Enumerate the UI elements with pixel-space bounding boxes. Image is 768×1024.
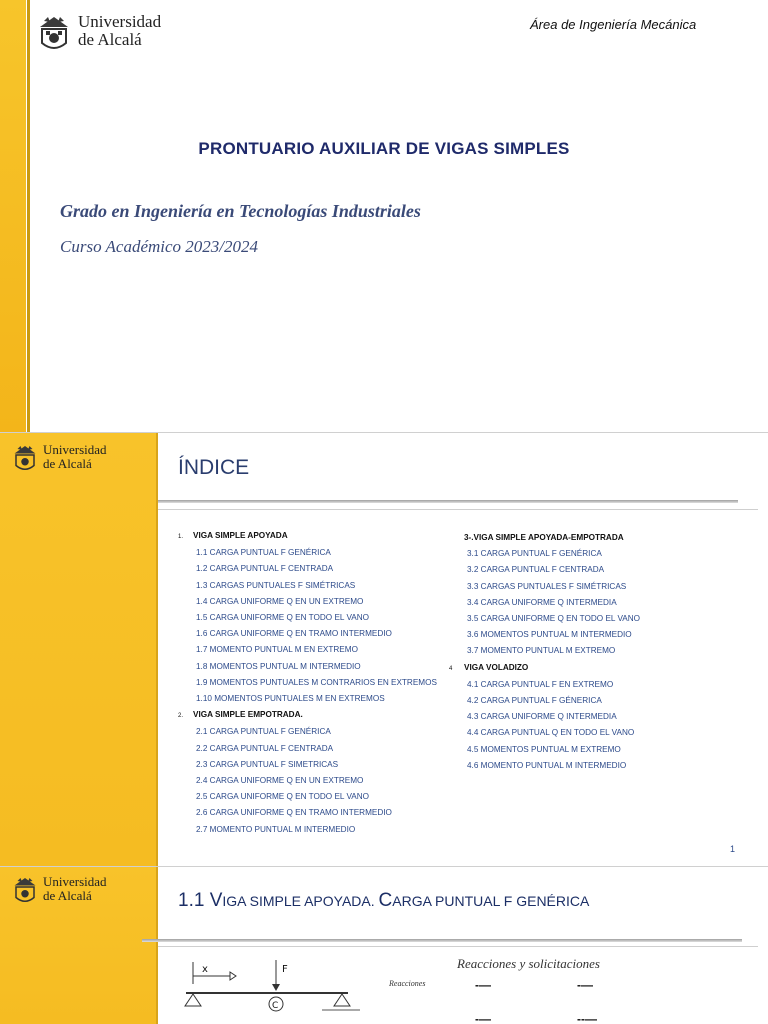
slide-separator: [0, 432, 768, 433]
index-entry-link[interactable]: 2.5 CARGA UNIFORME Q EN TODO EL VANO: [196, 792, 370, 802]
index-section-heading[interactable]: [449, 660, 640, 677]
index-slide: [0, 432, 768, 866]
index-entry-link[interactable]: 2.2 CARGA PUNTUAL F CENTRADA: [196, 743, 334, 753]
section-number: 4: [449, 665, 453, 672]
index-entry-link[interactable]: 2.4 CARGA UNIFORME Q EN UN EXTREMO: [196, 776, 364, 786]
section-label: 3-.VIGA SIMPLE APOYADA-EMPOTRADA: [464, 533, 624, 542]
moment-fraction-1: -—: [475, 1012, 491, 1024]
university-logo: [11, 875, 107, 905]
page-number: 1: [730, 844, 736, 854]
title-rest-2: ARGA PUNTUAL F GENÉRICA: [392, 893, 590, 909]
document-title: PRONTUARIO AUXILIAR DE VIGAS SIMPLES: [198, 139, 570, 158]
index-entry-link[interactable]: 1.3 CARGAS PUNTUALES F SIMÉTRICAS: [196, 580, 356, 590]
index-entry-link[interactable]: 3.5 CARGA UNIFORME Q EN TODO EL VANO: [467, 614, 641, 624]
logo-line-1: Universidad: [43, 442, 107, 457]
logo-line-2: de Alcalá: [43, 455, 92, 471]
index-entry-link[interactable]: 1.7 MOMENTO PUNTUAL M EN EXTREMO: [196, 645, 358, 655]
index-entry-link[interactable]: 3.7 MOMENTO PUNTUAL M EXTREMO: [467, 646, 616, 656]
x-label: x: [202, 964, 208, 975]
cover-slide: [0, 0, 768, 432]
index-right-column: [449, 530, 640, 774]
index-entry-link[interactable]: 1.2 CARGA PUNTUAL F CENTRADA: [196, 564, 334, 574]
gold-side-bar-edge: [27, 0, 30, 432]
index-entry-link[interactable]: 3.3 CARGAS PUNTUALES F SIMÉTRICAS: [467, 581, 627, 591]
university-crest-icon: [11, 443, 39, 473]
title-rule-thin: [158, 946, 758, 947]
title-rest-1: IGA SIMPLE APOYADA.: [222, 893, 379, 909]
logo-line-2: de Alcalá: [43, 887, 92, 903]
section-number: 1.1: [178, 890, 210, 911]
index-entry-link[interactable]: 1.5 CARGA UNIFORME Q EN TODO EL VANO: [196, 613, 370, 623]
reaction-fraction-1: -—: [475, 978, 491, 992]
index-entry-link[interactable]: 2.7 MOMENTO PUNTUAL M INTERMEDIO: [196, 824, 356, 834]
reactions-label: Reacciones: [389, 979, 426, 988]
index-section-heading[interactable]: [449, 530, 640, 546]
university-crest-icon: [36, 13, 72, 53]
logo-line-1: Universidad: [78, 12, 162, 31]
force-arrow-head-icon: [272, 984, 280, 991]
university-crest-icon: [11, 875, 39, 905]
title-rule: [142, 939, 742, 942]
degree-name: Grado en Ingeniería en Tecnologías Industriales: [60, 201, 421, 221]
index-entry-link[interactable]: 1.1 CARGA PUNTUAL F GENÉRICA: [196, 548, 331, 558]
gold-side-bar: [0, 0, 26, 432]
index-entry-link[interactable]: 3.1 CARGA PUNTUAL F GENÉRICA: [467, 549, 602, 559]
index-entry-link[interactable]: 4.1 CARGA PUNTUAL F EN EXTREMO: [467, 679, 614, 689]
index-entry-link[interactable]: 4.4 CARGA PUNTUAL Q EN TODO EL VANO: [467, 728, 635, 738]
force-label: F: [282, 964, 288, 975]
section-label: VIGA SIMPLE APOYADA: [193, 531, 288, 540]
logo-line-2: de Alcalá: [78, 29, 142, 49]
index-entry-link[interactable]: 3.4 CARGA UNIFORME Q INTERMEDIA: [467, 597, 617, 607]
gold-side-panel: [0, 432, 156, 866]
department-label: Área de Ingeniería Mecánica: [530, 17, 697, 32]
reaction-fraction-2: -—: [577, 978, 593, 992]
index-entry-link[interactable]: 4.6 MOMENTO PUNTUAL M INTERMEDIO: [467, 760, 627, 770]
beam-diagram: [172, 958, 362, 1024]
index-entry-link[interactable]: 2.6 CARGA UNIFORME Q EN TRAMO INTERMEDIO: [196, 808, 392, 818]
index-entry-link[interactable]: 1.8 MOMENTOS PUNTUAL M INTERMEDIO: [196, 661, 361, 671]
title-cap-1: V: [209, 890, 223, 911]
index-entry-link[interactable]: 1.4 CARGA UNIFORME Q EN UN EXTREMO: [196, 596, 364, 606]
index-heading: ÍNDICE: [178, 456, 250, 479]
index-section-heading[interactable]: [178, 707, 437, 724]
index-entry-link[interactable]: 3.6 MOMENTOS PUNTUAL M INTERMEDIO: [467, 630, 632, 640]
left-support-icon: [185, 994, 201, 1006]
section-number: 1.: [178, 534, 184, 540]
index-left-column: [178, 528, 437, 838]
gold-side-panel-edge: [156, 432, 158, 866]
index-entry-link[interactable]: 2.1 CARGA PUNTUAL F GENÉRICA: [196, 727, 331, 737]
university-logo: [36, 13, 161, 53]
slide-separator: [0, 866, 768, 867]
section-number: 2.: [178, 713, 184, 720]
section-title: [178, 890, 589, 912]
index-entry-link[interactable]: 1.10 MOMENTOS PUNTUALES M EN EXTREMOS: [196, 694, 385, 704]
index-entry-link[interactable]: 4.2 CARGA PUNTUAL F GÉNERICA: [467, 696, 602, 706]
index-entry-link[interactable]: 4.5 MOMENTOS PUNTUAL M EXTREMO: [467, 744, 621, 754]
section-label: VIGA SIMPLE EMPOTRADA.: [193, 710, 303, 720]
index-entry-link[interactable]: 4.3 CARGA UNIFORME Q INTERMEDIA: [467, 712, 617, 722]
heading-rule: [158, 500, 738, 503]
index-entry-link[interactable]: 3.2 CARGA PUNTUAL F CENTRADA: [467, 565, 605, 575]
moment-fraction-2: --—: [577, 1012, 597, 1024]
reactions-heading: Reacciones y solicitaciones: [457, 956, 600, 971]
index-entry-link[interactable]: 1.6 CARGA UNIFORME Q EN TRAMO INTERMEDIO: [196, 629, 392, 639]
right-support-icon: [334, 994, 350, 1006]
academic-year: Curso Académico 2023/2024: [60, 237, 259, 256]
section-slide: [0, 866, 768, 1024]
index-section-heading[interactable]: [178, 528, 437, 545]
x-arrow-head-icon: [230, 972, 236, 980]
university-logo: [11, 443, 107, 473]
gold-side-panel-edge: [156, 866, 158, 1024]
point-c-label: C: [272, 1001, 279, 1011]
heading-rule-thin: [158, 509, 758, 510]
title-cap-2: C: [378, 890, 393, 911]
index-entry-link[interactable]: 2.3 CARGA PUNTUAL F SIMETRICAS: [196, 759, 339, 769]
section-label: VIGA VOLADIZO: [464, 662, 529, 672]
index-entry-link[interactable]: 1.9 MOMENTOS PUNTUALES M CONTRARIOS EN EXTREMOS: [196, 677, 437, 687]
logo-line-1: Universidad: [43, 874, 107, 889]
